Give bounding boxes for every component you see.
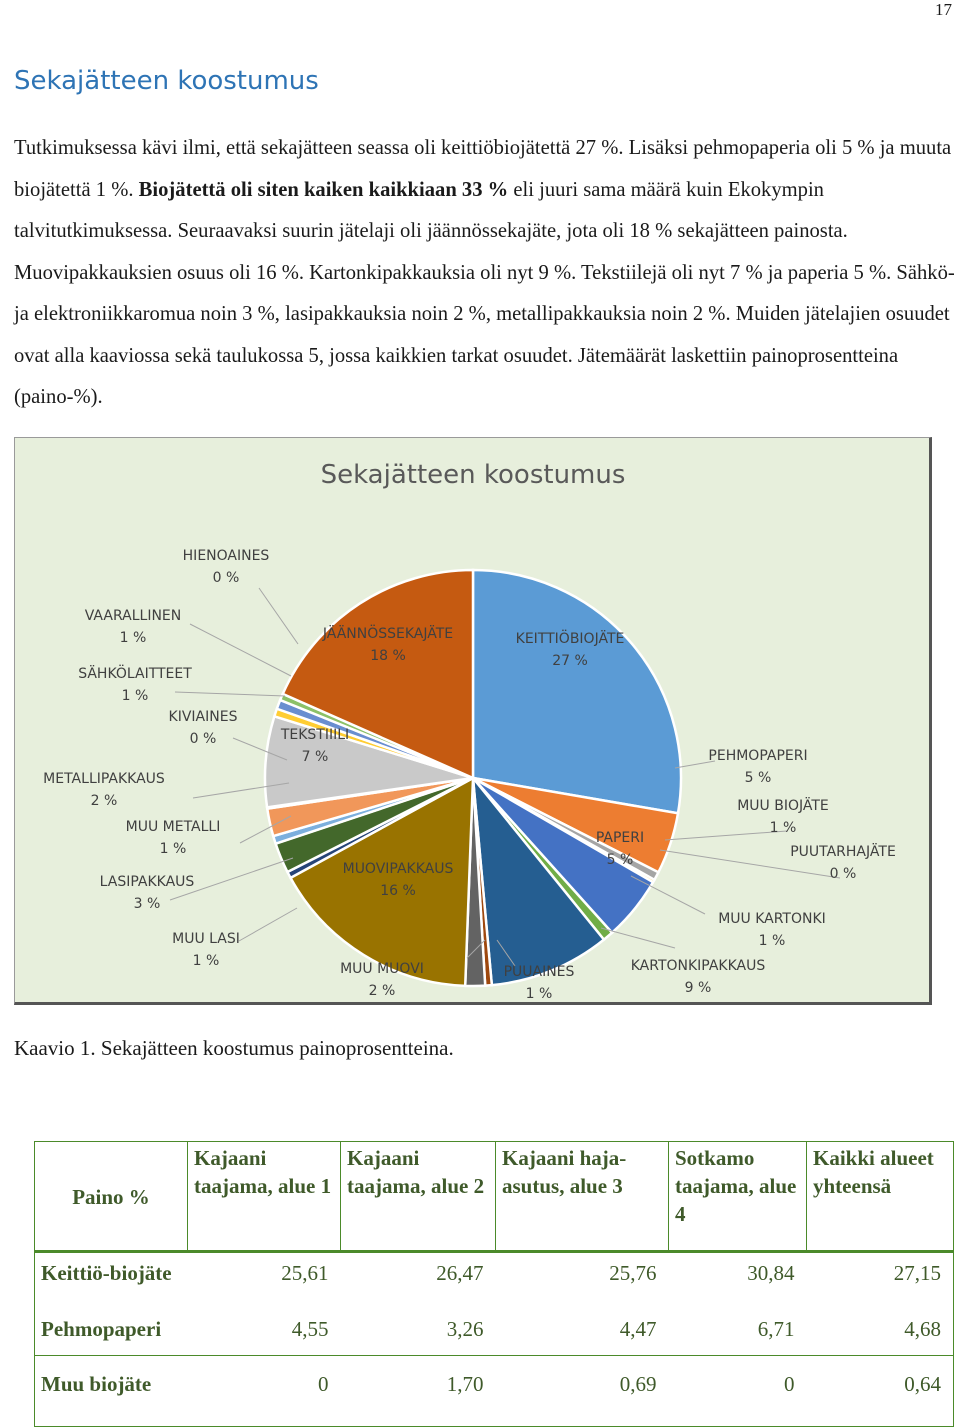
- table-header-row: [35, 1142, 954, 1252]
- table-header-cell: Kajaani haja-asutus, alue 3: [496, 1142, 669, 1252]
- table-cell: 0: [669, 1356, 807, 1427]
- data-label: LASIPAKKAUS 3 %: [99, 874, 195, 912]
- leader-line: [175, 692, 285, 696]
- leader-line: [259, 588, 298, 644]
- table-cell: 4,55: [188, 1309, 341, 1356]
- data-label: TEKSTIIILI 7 %: [280, 727, 350, 765]
- data-label: METALLIPAKKAUS 2 %: [43, 771, 165, 809]
- data-label: PEHMOPAPERI 5 %: [708, 748, 808, 786]
- table-header-cell: Kajaani taajama, alue 1: [188, 1142, 341, 1252]
- table-cell: 25,76: [609, 1261, 657, 1285]
- table-cell: 30,84: [747, 1261, 795, 1285]
- pie-slice-keittiöbiojäte: [473, 570, 681, 813]
- table-cell: 27,15: [893, 1261, 941, 1285]
- data-label: MUU KARTONKI 1 %: [718, 911, 826, 949]
- leader-line: [601, 928, 675, 948]
- table-cell: 6,71: [669, 1309, 807, 1356]
- data-label: MUU LASI 1 %: [172, 931, 240, 969]
- table-cell: 0,64: [807, 1356, 954, 1427]
- paragraph-text-2: eli juuri sama määrä kuin Ekokympin talvitutkimuksessa. Seuraavaksi suurin jätelaji oli jäännössekajäte, jota oli 18 % sekajätteen painosta. Muovipakkauksien osuus oli 16 %. Kartonkipakkauksia oli nyt 9 %. Tekstiilejä oli nyt 7 % ja paperia 5 %. Sähkö- ja elektroniikkaromua noin 3 %, lasipakkauksia noin 2 %, metallipakkauksia noin 2 %. Muiden jätelajien osuudet ovat alla kaaviossa sekä taulukossa 5, jossa kaikkien tarkat osuudet. Jätemäärät laskettiin painoprosentteina (paino-%).: [14, 178, 955, 408]
- table-cell: 3,26: [341, 1309, 496, 1356]
- leader-line: [239, 908, 297, 941]
- table-cell: 1,70: [341, 1356, 496, 1427]
- data-label: MUU METALLI 1 %: [125, 819, 221, 857]
- data-label: MUU BIOJÄTE 1 %: [737, 798, 829, 836]
- data-label: MUU MUOVI 2 %: [340, 961, 424, 999]
- data-label: SÄHKÖLAITTEET 1 %: [78, 666, 192, 704]
- data-label: KIVIAINES 0 %: [168, 709, 238, 747]
- chart-title: Sekajätteen koostumus: [320, 460, 626, 490]
- table-header-cell: Paino %: [35, 1142, 188, 1252]
- data-label: PUUTARHAJÄTE 0 %: [790, 844, 896, 882]
- table-header-cell: Kajaani taajama, alue 2: [341, 1142, 496, 1252]
- paragraph-text-1: Tutkimuksessa kävi ilmi, että sekajätteen seassa oli keittiöbiojätettä 27 %. Lisäksi pehmopaperia oli 5 % ja muuta biojätettä 1 %.: [14, 137, 952, 201]
- table-header-cell: Sotkamo taajama, alue 4: [669, 1142, 807, 1252]
- data-label: VAARALLINEN 1 %: [84, 608, 182, 646]
- data-label: PAPERI 5 %: [595, 830, 645, 868]
- paragraph-bold-text: Biojätettä oli siten kaiken kaikkiaan 33 %: [138, 178, 509, 201]
- table-row: [35, 1309, 954, 1356]
- data-label: KARTONKIPAKKAUS 9 %: [630, 958, 766, 996]
- table-cell: 26,47: [436, 1261, 484, 1285]
- row-label: Muu biojäte: [35, 1356, 188, 1427]
- body-paragraph: [14, 128, 958, 419]
- table-header-cell: Kaikki alueet yhteensä: [807, 1142, 954, 1252]
- data-label: JÄÄNNÖSSEKAJÄTE 18 %: [322, 626, 454, 664]
- leader-line: [190, 624, 291, 676]
- page-number: 17: [935, 0, 952, 19]
- data-label: PUUAINES 1 %: [503, 964, 575, 1002]
- weight-percent-table: [34, 1141, 954, 1427]
- table-cell: 4,47: [496, 1309, 669, 1356]
- chart-caption: Kaavio 1. Sekajätteen koostumus painoprosentteina.: [14, 1036, 454, 1060]
- row-label: Pehmopaperi: [35, 1309, 188, 1356]
- data-label: MUOVIPAKKAUS 16 %: [342, 861, 454, 899]
- data-label: HIENOAINES 0 %: [182, 548, 270, 586]
- table-cell: 25,61: [281, 1261, 329, 1285]
- table-cell: 4,68: [807, 1309, 954, 1356]
- data-label: KEITTIÖBIOJÄTE 27 %: [515, 631, 625, 669]
- pie-chart-frame: [14, 437, 932, 1005]
- section-heading: Sekajätteen koostumus: [14, 66, 319, 96]
- row-label: Keittiö-biojäte: [41, 1261, 172, 1285]
- table-row: [35, 1356, 954, 1427]
- pie-chart: [15, 438, 930, 1003]
- table-cell: 0: [188, 1356, 341, 1427]
- table-row: [35, 1252, 954, 1310]
- table-cell: 0,69: [496, 1356, 669, 1427]
